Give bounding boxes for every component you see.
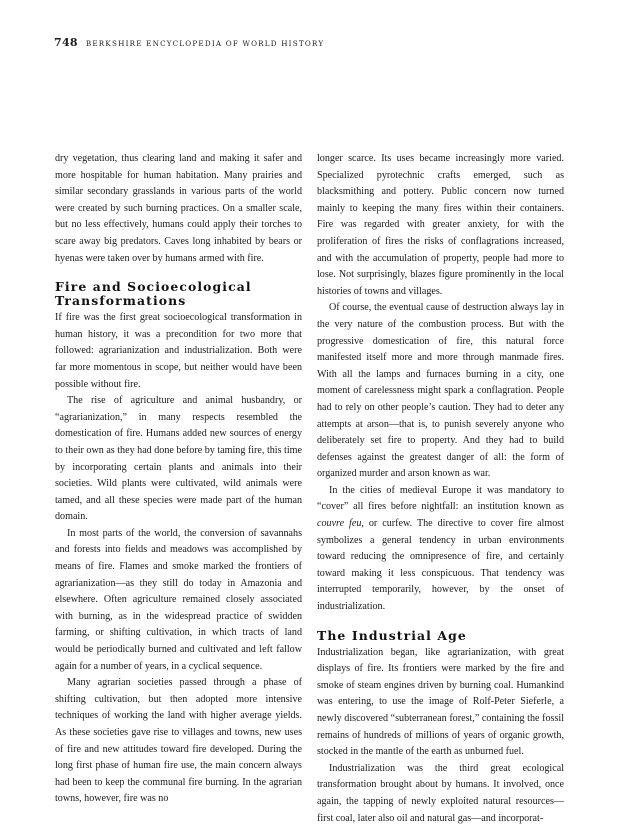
running-head <box>54 36 324 49</box>
text-run: In the cities of medieval Europe it was mandatory to “cover” all fires before nightfall: an institution known as <box>317 484 564 513</box>
paragraph: Of course, the eventual cause of destruction always lay in the very nature of the combustion process. But with the progressive domestication of fire, this natural force manifested itself more and more through manmade fires. With all the lamps and furnaces burning in a city, one moment of carelessness might spark a conflagration. People had to rely on other people’s caution. They had to deter any attempts at arson—that is, to punish severely anyone who deliberately set fire to property. And they had to build defenses against the greatest danger of all: the form of organized murder and arson known as war. <box>317 302 564 480</box>
page-number: 748 <box>54 36 78 49</box>
italic-term: couvre feu <box>317 518 362 530</box>
book-title: BERKSHIRE ENCYCLOPEDIA OF WORLD HISTORY <box>85 39 325 48</box>
paragraph: Industrialization was the third great ecological transformation brought about by humans. It involved, once again, the tapping of newly exploited natural resources—first coal, later also oil and natural gas—and incorporat- <box>317 762 564 824</box>
paragraph: Many agrarian societies passed through a phase of shifting cultivation, but then adopted more intensive techniques of working the land with higher average yields. As these societies gave rise to villages and towns, new uses of fire and new attitudes toward fire developed. During the long first phase of human fire use, the main concern always had been to keep the communal fire burning. In the agrarian towns, however, fire was no <box>55 677 302 805</box>
paragraph: Industrialization began, like agrarianization, with great displays of fire. Its frontiers were marked by the fire and smoke of steam engines driven by burning coal. Humankind was entering, to use the image of Rolf-Peter Sieferle, a newly discovered “subterranean forest,” containing the fossil remains of hundreds of millions of years of organic growth, stocked in the mantle of the earth as unburned fuel. <box>317 646 564 758</box>
paragraph: The rise of agriculture and animal husbandry, or “agrarianization,” in many respects resembled the domestication of fire. Humans added new sources of energy to their own as they had done before by taming fire, this time by incorporating certain plants and animals into their societies. Wild plants were cultivated, wild animals were tamed, and all these species were made part of the human domain. <box>55 395 302 523</box>
paragraph: longer scarce. Its uses became increasingly more varied. Specialized pyrotechnic crafts emerged, such as blacksmithing and pottery. Public concern now turned mainly to keeping the many fires within their containers. Fire was regarded with greater anxiety, for with the proliferation of fires the risks of conflagrations increased, and with the accumulation of property, people had more to lose. Not surprisingly, blazes figure prominently in the local histories of towns and villages. <box>317 153 564 297</box>
left-column <box>55 151 302 808</box>
text-run: , or curfew. The directive to cover fire almost symbolizes a general tendency in urban environments toward reducing the omnipresence of fire, and certainly toward making it less conspicuous. That tendency was interrupted temporarily, however, by the onset of industrialization. <box>317 518 564 613</box>
paragraph <box>317 483 564 616</box>
section-heading: Fire and Socioecological Transformations <box>55 279 252 309</box>
paragraph: If fire was the first great socioecological transformation in human history, it was a precondition for two more that followed: agrarianization and industrialization. Both were far more momentous in scope, but neither would have been possible without fire. <box>55 312 302 390</box>
paragraph: In most parts of the world, the conversion of savannahs and forests into fields and meadows was accomplished by means of fire. Flames and smoke marked the frontiers of agrarianization—as they still do today in Amazonia and elsewhere. Often agriculture remained closely associated with burning, as in the widespread practice of swidden farming, or shifting cultivation, in which tracts of land would be periodically burned and cultivated and left fallow again for a number of years, in a cyclical sequence. <box>55 527 302 672</box>
paragraph: dry vegetation, thus clearing land and making it safer and more hospitable for human habitation. Many prairies and similar secondary grasslands in various parts of the world were created by such burning practices. On a smaller scale, but no less effectively, humans could apply their torches to scare away big predators. Caves long inhabited by bears or hyenas were taken over by humans armed with fire. <box>55 153 302 264</box>
section-heading: The Industrial Age <box>317 627 467 643</box>
right-column <box>317 151 564 827</box>
